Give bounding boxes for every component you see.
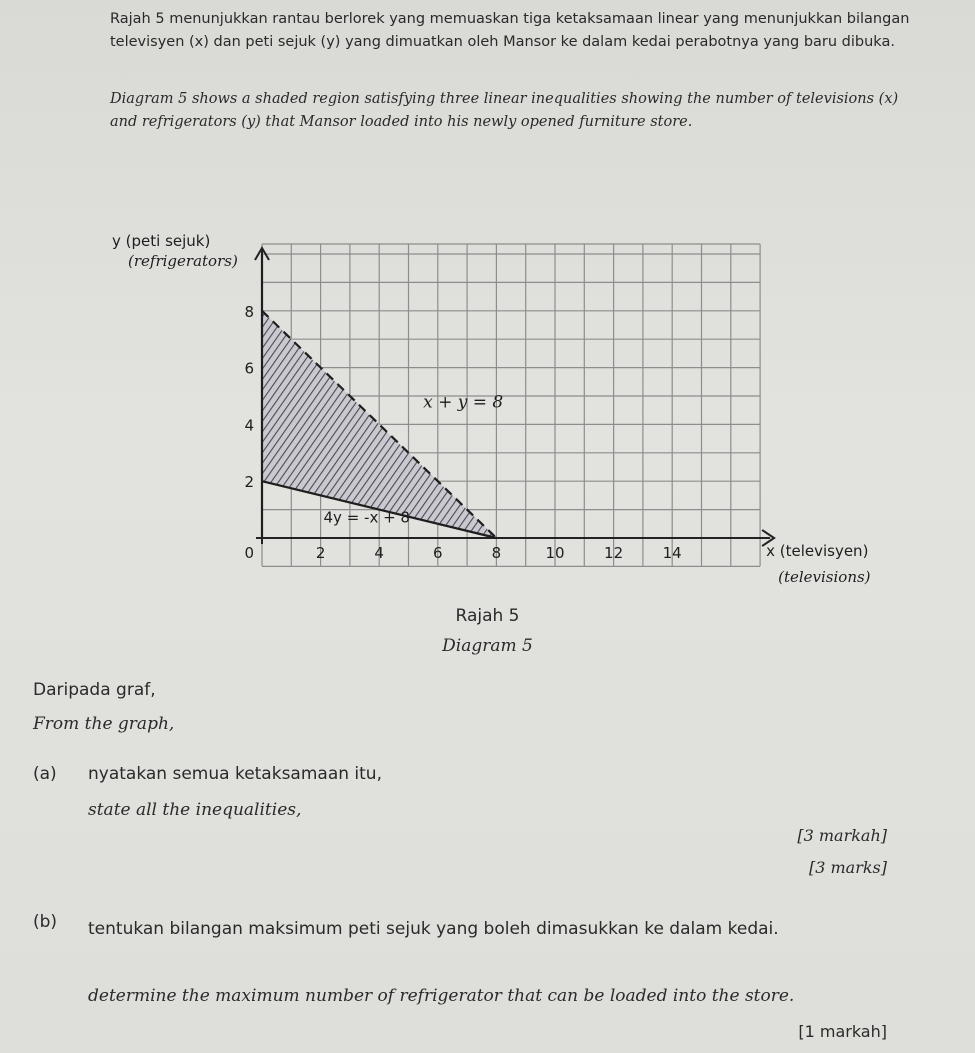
- origin-label: 0: [244, 544, 254, 562]
- question-a-english: state all the inequalities,: [88, 800, 302, 820]
- intro-text-malay: Rajah 5 menunjukkan rantau berlorek yang memuaskan tiga ketaksamaan linear yang menunjukkan bilangan televisyen (x) dan peti sejuk (y) yang dimuatkan oleh Mansor ke dalam kedai perabotnya yang baru dibuka.: [110, 11, 910, 50]
- x-tick-label: 2: [315, 544, 326, 562]
- x-axis-label-english: (televisions): [778, 568, 871, 586]
- x-tick-label: 6: [433, 544, 443, 562]
- question-a-marks-malay: [3 markah]: [797, 826, 887, 845]
- questions-intro-malay: Daripada graf,: [33, 680, 156, 700]
- line-label-4y: 4y = -x + 8: [323, 508, 410, 527]
- question-a-malay: nyatakan semua ketaksamaan itu,: [88, 764, 382, 784]
- question-b-label: (b): [33, 912, 58, 932]
- x-tick-label: 12: [604, 544, 624, 562]
- y-axis-label-malay: y (peti sejuk): [112, 232, 211, 250]
- x-tick-label: 8: [491, 544, 502, 562]
- x-axis-label-malay: x (televisyen): [766, 542, 869, 560]
- x-tick-label: 14: [662, 544, 682, 562]
- question-a-marks-english: [3 marks]: [808, 858, 887, 877]
- x-tick-label: 10: [545, 544, 565, 562]
- line-label-x-plus-y: x + y = 8: [423, 392, 504, 413]
- y-axis-label-english: (refrigerators): [128, 252, 238, 270]
- y-tick-label: 6: [244, 359, 254, 378]
- y-tick-label: 8: [244, 302, 254, 321]
- question-b-malay: tentukan bilangan maksimum peti sejuk yang boleh dimasukkan ke dalam kedai.: [88, 919, 779, 939]
- question-b-marks-malay: [1 markah]: [798, 1022, 887, 1041]
- questions-intro-english: From the graph,: [33, 714, 175, 734]
- y-tick-label: 2: [244, 473, 254, 492]
- question-b-english: determine the maximum number of refrigerator that can be loaded into the store.: [88, 986, 795, 1006]
- figure-caption-english: Diagram 5: [442, 636, 533, 656]
- question-a-label: (a): [33, 764, 57, 784]
- figure-caption-malay: Rajah 5: [455, 606, 520, 626]
- x-tick-label: 4: [374, 544, 384, 562]
- intro-text-english: Diagram 5 shows a shaded region satisfying three linear inequalities showing the number of televisions (x) and refrigerators (y) that Mansor loaded into his newly opened furniture store.: [110, 91, 899, 130]
- y-tick-label: 4: [244, 416, 254, 435]
